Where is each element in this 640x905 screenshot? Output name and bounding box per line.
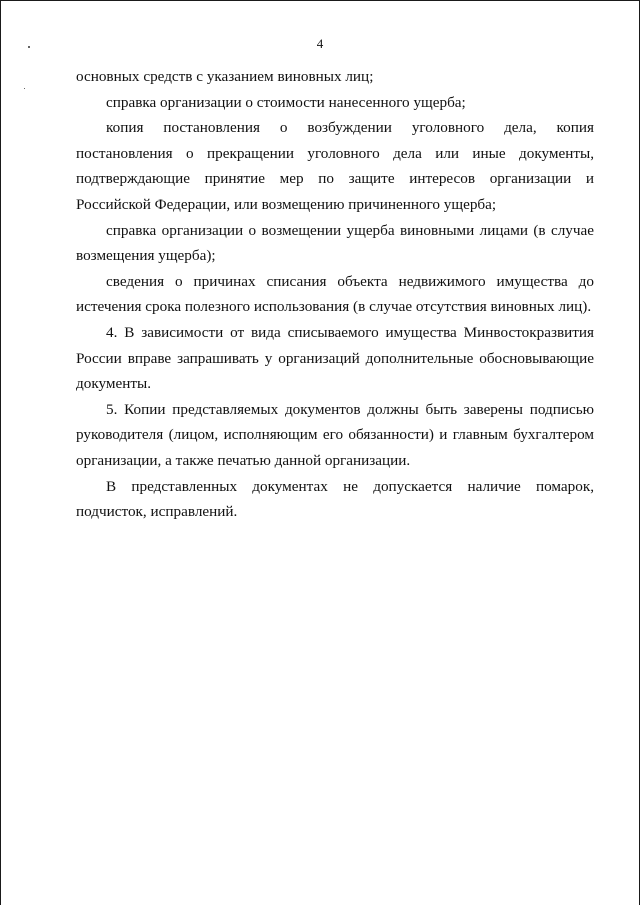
- page-number: 4: [316, 36, 324, 51]
- paragraph-no-corrections: В представленных документах не допускается наличие помарок, подчисток, исправлений.: [76, 477, 594, 521]
- scan-speck: [24, 88, 25, 89]
- paragraph-item-4: 4. В зависимости от вида списываемого имущества Минвостокразвития России вправе запрашивать у организаций дополнительные обосновывающие документы.: [76, 323, 594, 393]
- paragraph-continuation: основных средств с указанием виновных лиц;: [76, 68, 374, 85]
- paragraph-criminal-case: копия постановления о возбуждении уголовного дела, копия постановления о прекращении уголовного дела или иные документы, подтверждающие принятие мер по защите интересов организации и Российской Федерации, или возмещению причиненного ущерба;: [76, 119, 594, 213]
- paragraph-damage-compensation: справка организации о возмещении ущерба виновными лицами (в случае возмещения ущерба);: [76, 221, 594, 265]
- page-edge-top: [0, 0, 640, 1]
- page-edge-left: [0, 0, 1, 905]
- paragraph-damage-cost: справка организации о стоимости нанесенного ущерба;: [106, 93, 466, 111]
- document-body: [76, 64, 594, 525]
- paragraph-write-off-reasons: сведения о причинах списания объекта недвижимого имущества до истечения срока полезного использования (в случае отсутствия виновных лиц).: [76, 272, 594, 316]
- paragraph-item-5: 5. Копии представляемых документов должны быть заверены подписью руководителя (лицом, исполняющим его обязанности) и главным бухгалтером организации, а также печатью данной организации.: [76, 400, 594, 469]
